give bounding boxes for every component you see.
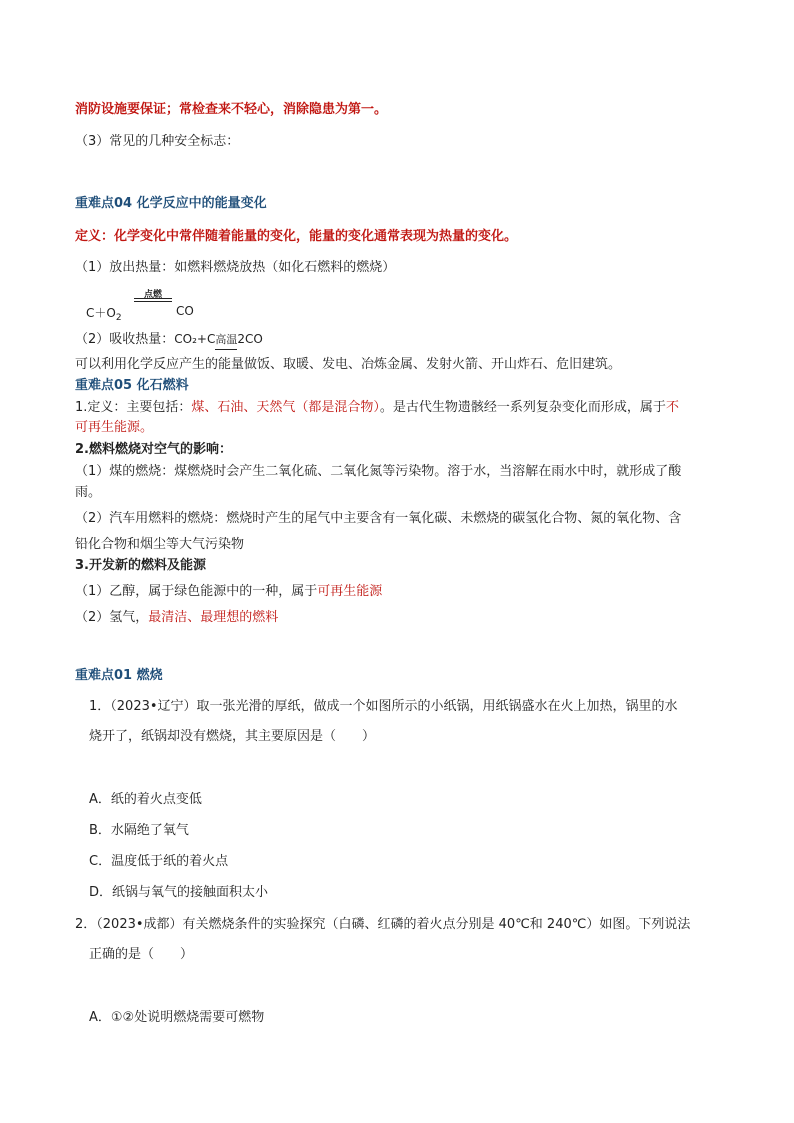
fossil-definition: [75, 399, 679, 417]
eq1-bar-top: [134, 298, 172, 299]
eq1-left: C＋O: [86, 306, 116, 320]
coal-line2: 雨。: [75, 485, 102, 500]
q2-option-a: A．①②处说明燃烧需要可燃物: [89, 1010, 265, 1025]
q1-option-c: C．温度低于纸的着火点: [89, 854, 229, 869]
ethanol-line: [75, 583, 382, 601]
eq2-left: CO₂+C: [174, 332, 216, 346]
absorb-label: （2）吸收热量：: [75, 332, 175, 347]
q2-line2: 正确的是（ ）: [89, 947, 194, 962]
definition-line: [75, 228, 517, 246]
eq1-right: CO: [176, 304, 194, 318]
hydrogen-line: [75, 609, 278, 627]
fossil-def-red2: 不: [665, 400, 679, 415]
eq1-condition: 点燃: [143, 290, 162, 300]
car-line1: （2）汽车用燃料的燃烧：燃烧时产生的尾气中主要含有一氧化碳、未燃烧的碳氢化合物、氮的氧化物、含: [75, 511, 682, 526]
hydrogen-prefix: （2）氢气，: [75, 610, 149, 625]
eq1-sub: 2: [115, 313, 122, 323]
q1-line2: 烧开了，纸锅却没有燃烧，其主要原因是（ ）: [89, 729, 376, 744]
ethanol-prefix: （1）乙醇，属于绿色能源中的一种，属于: [75, 584, 318, 599]
absorb-heat: [75, 330, 263, 350]
q1-option-b: B．水隔绝了氧气: [89, 823, 189, 838]
safety-rule: 消防设施要保证；常检查来不轻心，消除隐患为第一。: [75, 102, 388, 117]
new-energy-title: 3.开发新的燃料及能源: [75, 558, 206, 573]
ethanol-red: 可再生能源: [317, 584, 383, 599]
q1-option-a: A．纸的着火点变低: [89, 792, 202, 807]
effect-title: 2.燃料燃烧对空气的影响：: [75, 442, 232, 457]
eq1-bar-bottom: [134, 301, 172, 302]
eq2-right: 2CO: [237, 332, 263, 346]
heading-point01: 重难点01 燃烧: [75, 668, 163, 683]
definition-label: 定义：: [75, 229, 115, 244]
energy-uses: 可以利用化学反应产生的能量做饭、取暖、发电、冶炼金属、发射火箭、开山炸石、危旧建筑。: [75, 357, 622, 372]
fossil-def-red3: 可再生能源。: [75, 420, 154, 435]
fossil-def-prefix: 1.定义：主要包括：: [75, 400, 192, 415]
car-line2: 铅化合物和烟尘等大气污染物: [75, 537, 245, 552]
fossil-def-mid: 。是古代生物遗骸经一系列复杂变化而形成，属于: [379, 400, 666, 415]
coal-line1: （1）煤的燃烧：煤燃烧时会产生二氧化硫、二氧化氮等污染物。溶于水，当溶解在雨水中时，就形成了酸: [75, 464, 682, 479]
equation-combustion: [86, 304, 122, 323]
release-heat: （1）放出热量：如燃料燃烧放热（如化石燃料的燃烧）: [75, 260, 396, 275]
safety-item3: （3）常见的几种安全标志：: [75, 134, 240, 149]
q1-line1: 1．（2023•辽宁）取一张光滑的厚纸，做成一个如图所示的小纸锅，用纸锅盛水在火上加热，锅里的水: [89, 699, 678, 714]
q1-option-d: D．纸锅与氧气的接触面积太小: [89, 885, 269, 900]
fossil-def-red: 煤、石油、天然气（都是混合物）: [191, 400, 380, 415]
definition-text: 化学变化中常伴随着能量的变化，能量的变化通常表现为热量的变化。: [114, 229, 518, 244]
q2-line1: 2．（2023•成都）有关燃烧条件的实验探究（白磷、红磷的着火点分别是 40℃和 240℃）如图。下列说法: [75, 917, 691, 932]
heading-point05: 重难点05 化石燃料: [75, 378, 189, 393]
heading-point04: 重难点04 化学反应中的能量变化: [75, 196, 267, 211]
hydrogen-red: 最清洁、最理想的燃料: [148, 610, 279, 625]
eq2-condition: 高温: [215, 331, 237, 350]
